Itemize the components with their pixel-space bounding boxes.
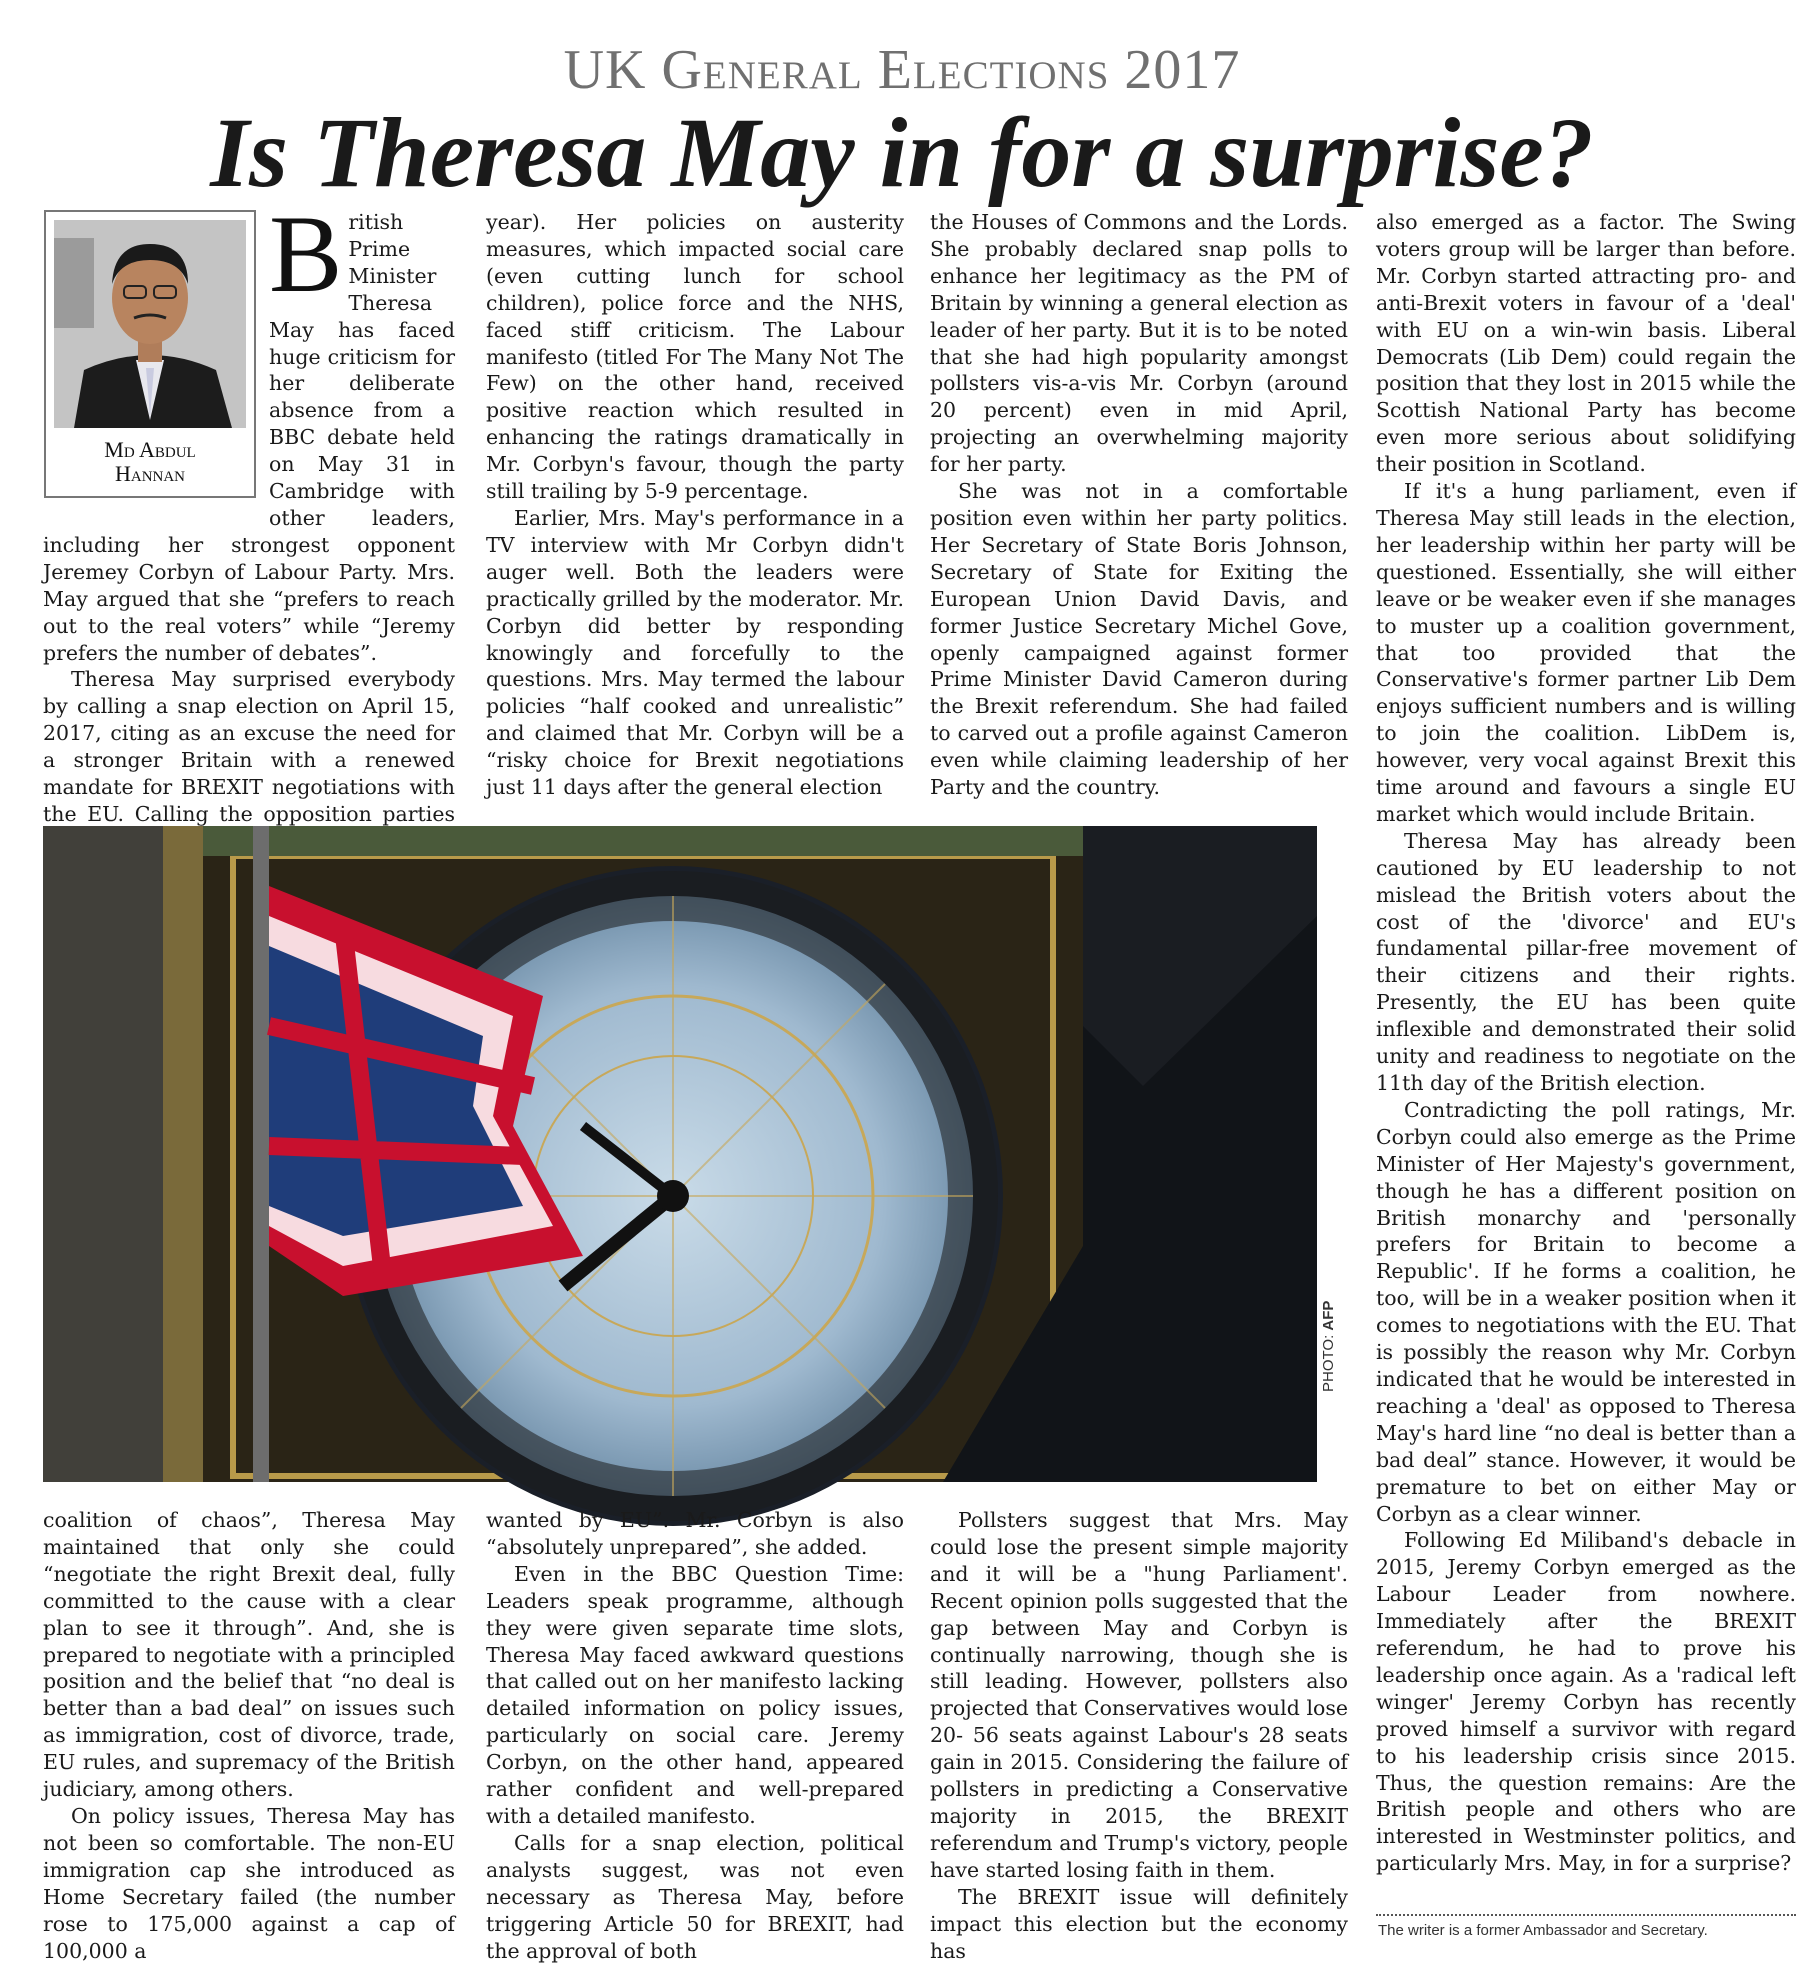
author-box-spacer: [43, 209, 269, 505]
author-name-line2: Hannan: [114, 461, 186, 486]
paragraph: also emerged as a factor. The Swing voters group will be larger than before. Mr. Corbyn started attracting pro- and anti-Brexit voters in favour of a 'deal' with EU on a win-win basis. Liberal Democrats (Lib Dem) could regain the position that they lost in 2015 while the Scottish National Party has become even more serious about solidifying their position in Scotland.: [1376, 210, 1796, 477]
big-ben-photo: [43, 826, 1317, 1482]
paragraph: She was not in a comfortable position even within her party politics. Her Secretary of State Boris Johnson, Secretary of State for Exiting the European Union David Davis, and former Justice Secretary Michel Gove, openly campaigned against former Prime Minister David Cameron during the Brexit referendum. She had failed to carved out a profile against Cameron even while claiming leadership of her Party and the country.: [930, 479, 1348, 800]
column-2-bottom: [486, 1507, 904, 1964]
paragraph: Even in the BBC Question Time: Leaders speak programme, although they were given separate time slots, Theresa May faced awkward questions that called out on her manifesto lacking detailed information on policy issues, particularly on social care. Jeremy Corbyn, on the other hand, appeared rather confident and well-prepared with a detailed manifesto.: [486, 1561, 904, 1828]
paragraph: wanted by EU”. Mr. Corbyn is also “absolutely unprepared”, she added.: [486, 1508, 904, 1559]
column-1-bottom: [43, 1507, 455, 1964]
photo-credit: [1320, 1301, 1337, 1392]
paragraph: ritish Prime Minister Theresa May has faced huge criticism for her deliberate absence from a BBC debate held on May 31 in Cambridge with other leaders, including her strongest opponent Jeremey Corbyn of Labour Party. Mrs. May argued that she “prefers to reach out to the real voters” while “Jeremy prefers the number of debates”.: [43, 210, 455, 665]
paragraph: year). Her policies on austerity measures, which impacted social care (even cutting lunch for school children), police force and the NHS, faced stiff criticism. The Labour manifesto (titled For The Many Not The Few) on the other hand, received positive reaction which resulted in enhancing the ratings dramatically in Mr. Corbyn's favour, though the party still trailing by 5-9 percentage.: [486, 210, 904, 504]
photo-credit-label: PHOTO:: [1320, 1330, 1337, 1392]
paragraph: Contradicting the poll ratings, Mr. Corbyn could also emerge as the Prime Minister of Her Majesty's government, though he has a different position on British monarchy and 'personally prefers for Britain to become a Republic'. If he forms a coalition, he too, will be in a weaker position when it comes to negotiations with the EU. That is possibly the reason why Mr. Corbyn indicated that he would be interested in reaching a 'deal' as opposed to Theresa May's hard line “no deal is better than a bad deal” stance. However, it would be premature to bet on either May or Corbyn as a clear winner.: [1376, 1097, 1796, 1526]
column-4: [1376, 209, 1796, 1877]
paragraph: Pollsters suggest that Mrs. May could lose the present simple majority and it will be a "hung Parliament'. Recent opinion polls suggested that the gap between May and Corbyn is continually narrowing, though she is still leading. However, pollsters also projected that Conservatives would lose 20- 56 seats against Labour's 28 seats gain in 2015. Considering the failure of pollsters in predicting a Conservative majority in 2015, the BREXIT referendum and Trump's victory, people have started losing faith in them.: [930, 1508, 1348, 1882]
paragraph: If it's a hung parliament, even if Theresa May still leads in the election, her leadership within her party will be questioned. Essentially, she will either leave or be weaker even if she manages to muster up a coalition government, that too provided that the Conservative's former partner Lib Dem enjoys sufficient numbers and is willing to join the coalition. LibDem is, however, very vocal against Brexit this time around and favours a single EU market which would include Britain.: [1376, 479, 1796, 826]
paragraph: On policy issues, Theresa May has not been so comfortable. The non-EU immigration cap she introduced as Home Secretary failed (the number rose to 175,000 against a cap of 100,000 a: [43, 1803, 455, 1963]
column-1-top: [43, 193, 455, 855]
paragraph: Theresa May surprised everybody by calling a snap election on April 15, 2017, citing as an excuse the need for a stronger Britain with a renewed mandate for BREXIT negotiations with the EU. Calling the opposition parties: [43, 667, 455, 826]
paragraph: Theresa May has already been cautioned by EU leadership to not mislead the British voters about the cost of the 'divorce' and EU's fundamental pillar-free movement of their citizens and their rights. Presently, the EU has been quite inflexible and demonstrated their solid unity and readiness to negotiate on the 11th day of the British election.: [1376, 828, 1796, 1095]
column-3-top: [930, 209, 1348, 801]
author-note: The writer is a former Ambassador and Secretary.: [1378, 1922, 1708, 1939]
big-ben-clock-illustration: [43, 826, 1317, 1482]
paragraph: coalition of chaos”, Theresa May maintained that only she could “negotiate the right Brexit deal, fully committed to the cause with a clear plan to see it through”. And, she is prepared to negotiate with a principled position and the belief that “no deal is better than a bad deal” on issues such as immigration, cost of divorce, trade, EU rules, and supremacy of the British judiciary, among others.: [43, 1508, 455, 1802]
column-3-bottom: [930, 1507, 1348, 1964]
paragraph: the Houses of Commons and the Lords. She probably declared snap polls to enhance her legitimacy as the PM of Britain by winning a general election as leader of her party. But it is to be noted that she had high popularity amongst pollsters vis-a-vis Mr. Corbyn (around 20 percent) even in mid April, projecting an overwhelming majority for her party.: [930, 210, 1348, 477]
paragraph: Earlier, Mrs. May's performance in a TV interview with Mr Corbyn didn't auger well. Both the leaders were practically grilled by the moderator. Mr. Corbyn did better by responding knowingly and forcefully to the questions. Mrs. May termed the labour policies “half cooked and unrealistic” and claimed that Mr. Corbyn will be a “risky choice for Brexit negotiations just 11 days after the general election: [486, 505, 904, 800]
footer-divider: [1376, 1914, 1796, 1916]
photo-credit-source: AFP: [1320, 1300, 1337, 1331]
paragraph: The BREXIT issue will definitely impact this election but the economy has: [930, 1884, 1348, 1963]
section-kicker: UK General Elections 2017: [563, 39, 1241, 101]
dropcap: B: [269, 193, 343, 315]
column-2-top: [486, 209, 904, 801]
paragraph: Calls for a snap election, political analysts suggest, was not even necessary as Theresa May, before triggering Article 50 for BREXIT, had the approval of both: [486, 1830, 904, 1963]
paragraph: Following Ed Miliband's debacle in 2015, Jeremy Corbyn emerged as the Labour Leader from nowhere. Immediately after the BREXIT referendum, he had to prove his leadership once again. As a 'radical left winger' Jeremy Corbyn has recently proved himself a survivor with regard to his leadership crisis since 2015. Thus, the question remains: Are the British people and others who are interested in Westminster politics, and particularly Mrs. May, in for a surprise?: [1376, 1528, 1796, 1876]
author-name-line1: Md Abdul: [104, 437, 196, 462]
headline: Is Theresa May in for a surprise?: [210, 97, 1594, 208]
